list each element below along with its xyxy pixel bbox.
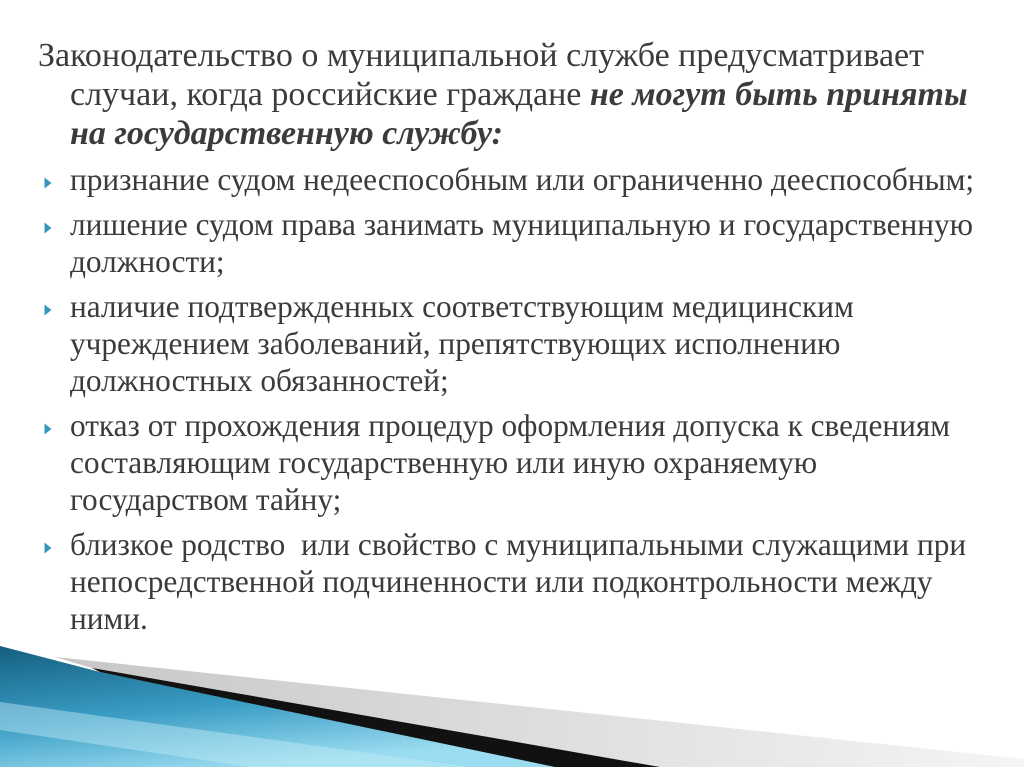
intro-paragraph bbox=[0, 36, 1024, 153]
intro-line bbox=[38, 36, 924, 75]
bullet-line: государством тайну; bbox=[70, 482, 342, 517]
bullet-arrow-icon bbox=[44, 304, 52, 316]
bullet-line: признание судом недееспособным или ограниченно дееспособным; bbox=[70, 162, 975, 197]
intro-line bbox=[70, 114, 503, 153]
bullet-line: учреждением заболеваний, препятствующих исполнению bbox=[70, 326, 841, 361]
bullet-item bbox=[0, 288, 1024, 399]
bullet-arrow-icon bbox=[44, 222, 52, 234]
intro-emphasis: не могут быть приняты bbox=[589, 76, 968, 113]
bullet-line: должности; bbox=[70, 244, 225, 279]
bullet-line: ними. bbox=[70, 601, 148, 636]
bullet-item bbox=[0, 526, 1024, 637]
intro-line bbox=[70, 75, 968, 114]
bullet-line: близкое родство или свойство с муниципальными служащими при bbox=[70, 527, 967, 562]
bullet-item bbox=[0, 161, 1024, 198]
intro-text: Законодательство о муниципальной службе предусматривает bbox=[38, 37, 925, 74]
bullet-item bbox=[0, 206, 1024, 280]
slide-content bbox=[0, 36, 1024, 637]
bullet-list bbox=[0, 161, 1024, 637]
bullet-arrow-icon bbox=[44, 542, 52, 554]
bullet-line: составляющим государственную или иную охраняемую bbox=[70, 445, 818, 480]
bullet-arrow-icon bbox=[44, 423, 52, 435]
intro-text: случаи, когда российские граждане bbox=[70, 76, 590, 113]
bullet-item bbox=[0, 407, 1024, 518]
bullet-arrow-icon bbox=[44, 177, 52, 189]
bullet-line: отказ от прохождения процедур оформления допуска к сведениям bbox=[70, 408, 951, 443]
bullet-line: наличие подтвержденных соответствующим медицинским bbox=[70, 289, 854, 324]
bullet-line: лишение судом права занимать муниципальную и государственную bbox=[70, 207, 974, 242]
bullet-line: непосредственной подчиненности или подконтрольности между bbox=[70, 564, 933, 599]
intro-emphasis: на государственную службу: bbox=[70, 115, 503, 152]
bullet-line: должностных обязанностей; bbox=[70, 363, 449, 398]
